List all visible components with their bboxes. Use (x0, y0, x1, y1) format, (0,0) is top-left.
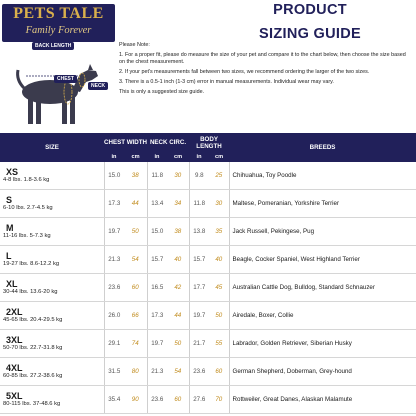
table-row (0, 162, 416, 190)
neck-in: 16.5 (147, 274, 167, 302)
header-breeds: BREEDS (229, 133, 416, 162)
body-cm: 40 (209, 246, 229, 274)
weight-range: 6-10 lbs. 2.7-4.5 kg (3, 205, 53, 211)
body-in: 9.8 (189, 162, 209, 190)
size-cell (0, 190, 104, 218)
notes-section (119, 42, 413, 99)
size-cell (0, 274, 104, 302)
body-cm: 55 (209, 330, 229, 358)
breeds-cell: Jack Russell, Pekingese, Pug (229, 218, 416, 246)
header-unit-cm: cm (124, 152, 147, 162)
brand-logo (2, 4, 115, 42)
weight-range: 11-16 lbs. 5-7.3 kg (3, 233, 51, 239)
size-cell (0, 246, 104, 274)
neck-cm: 38 (167, 218, 189, 246)
body-in: 17.7 (189, 274, 209, 302)
back-length-label: BACK LENGTH (32, 42, 74, 50)
neck-in: 15.0 (147, 218, 167, 246)
neck-cm: 44 (167, 302, 189, 330)
note-4: This is only a suggested size guide. (119, 89, 205, 95)
neck-cm: 54 (167, 358, 189, 386)
size-label: 3XL (6, 335, 23, 345)
chest-in: 17.3 (104, 190, 124, 218)
size-label: 4XL (6, 363, 23, 373)
chest-in: 29.1 (104, 330, 124, 358)
breeds-cell: Rottweiler, Great Danes, Alaskan Malamute (229, 386, 416, 414)
brand-tagline: Family Forever (25, 25, 92, 36)
header-chest-width: CHEST WIDTH (104, 133, 147, 152)
size-label: 5XL (6, 391, 23, 401)
chest-in: 21.3 (104, 246, 124, 274)
table-row (0, 274, 416, 302)
chest-in: 26.0 (104, 302, 124, 330)
breeds-cell: Chihuahua, Toy Poodle (229, 162, 416, 190)
size-cell (0, 302, 104, 330)
header-unit-in: in (189, 152, 209, 162)
note-1: 1. For a proper fit, please do measure the size of your pet and compare it to the chart below, then choose the size based on the chest measurement. (119, 52, 406, 65)
header-body-length: BODY LENGTH (189, 133, 229, 152)
header-size: SIZE (0, 133, 104, 162)
table-row (0, 330, 416, 358)
size-cell (0, 218, 104, 246)
header-unit-in: in (147, 152, 167, 162)
breeds-cell: Australian Cattle Dog, Bulldog, Standard Schnauzer (229, 274, 416, 302)
guide-title-line1: PRODUCT (273, 2, 347, 18)
size-cell (0, 358, 104, 386)
breeds-cell: Labrador, Golden Retriever, Siberian Husky (229, 330, 416, 358)
chest-cm: 66 (124, 302, 147, 330)
body-cm: 25 (209, 162, 229, 190)
neck-in: 21.3 (147, 358, 167, 386)
size-label: M (6, 223, 14, 233)
body-in: 27.6 (189, 386, 209, 414)
neck-in: 23.6 (147, 386, 167, 414)
body-in: 21.7 (189, 330, 209, 358)
header-neck-circ: NECK CIRC. (147, 133, 189, 152)
chest-cm: 74 (124, 330, 147, 358)
neck-in: 19.7 (147, 330, 167, 358)
size-chart-table (0, 133, 416, 414)
body-in: 23.6 (189, 358, 209, 386)
body-in: 19.7 (189, 302, 209, 330)
neck-in: 17.3 (147, 302, 167, 330)
brand-name: PETS TALE (13, 5, 104, 22)
chest-cm: 60 (124, 274, 147, 302)
neck-cm: 42 (167, 274, 189, 302)
neck-cm: 34 (167, 190, 189, 218)
breeds-cell: Beagle, Cocker Spaniel, West Highland Terrier (229, 246, 416, 274)
dog-measurement-diagram (6, 40, 114, 132)
weight-range: 45-65 lbs. 20.4-29.5 kg (3, 317, 63, 323)
header-unit-in: in (104, 152, 124, 162)
chest-in: 35.4 (104, 386, 124, 414)
body-cm: 45 (209, 274, 229, 302)
breeds-cell: German Shepherd, Doberman, Grey-hound (229, 358, 416, 386)
neck-in: 15.7 (147, 246, 167, 274)
body-cm: 70 (209, 386, 229, 414)
body-cm: 60 (209, 358, 229, 386)
chest-cm: 54 (124, 246, 147, 274)
chest-in: 15.0 (104, 162, 124, 190)
neck-in: 13.4 (147, 190, 167, 218)
body-in: 13.8 (189, 218, 209, 246)
table-row (0, 358, 416, 386)
neck-cm: 50 (167, 330, 189, 358)
body-in: 11.8 (189, 190, 209, 218)
table-row (0, 218, 416, 246)
breeds-cell: Maltese, Pomeranian, Yorkshire Terrier (229, 190, 416, 218)
breeds-cell: Airedale, Boxer, Collie (229, 302, 416, 330)
chest-in: 31.5 (104, 358, 124, 386)
chest-cm: 80 (124, 358, 147, 386)
size-label: 2XL (6, 307, 23, 317)
table-row (0, 246, 416, 274)
table-row (0, 302, 416, 330)
chest-cm: 50 (124, 218, 147, 246)
weight-range: 80-115 lbs. 37-48.6 kg (3, 401, 61, 407)
weight-range: 50-70 lbs. 22.7-31.8 kg (3, 345, 63, 351)
note-2: 2. If your pet's measurements fall between two sizes, we recommend ordering the larger of the two sizes. (119, 69, 370, 75)
neck-cm: 40 (167, 246, 189, 274)
weight-range: 4-8 lbs. 1.8-3.6 kg (3, 177, 50, 183)
size-label: S (6, 195, 13, 205)
size-label: L (6, 251, 12, 261)
chest-in: 19.7 (104, 218, 124, 246)
size-label: XL (6, 279, 18, 289)
neck-label: NECK (88, 82, 108, 90)
weight-range: 19-27 lbs. 8.6-12.2 kg (3, 261, 60, 267)
body-cm: 35 (209, 218, 229, 246)
chest-in: 23.6 (104, 274, 124, 302)
size-cell (0, 162, 104, 190)
notes-heading: Please Note: (119, 42, 150, 48)
neck-cm: 60 (167, 386, 189, 414)
chest-cm: 44 (124, 190, 147, 218)
body-in: 15.7 (189, 246, 209, 274)
header-unit-cm: cm (167, 152, 189, 162)
chest-cm: 90 (124, 386, 147, 414)
weight-range: 60-85 lbs. 27.2-38.6 kg (3, 373, 63, 379)
chest-label: CHEST (54, 75, 77, 83)
note-3: 3. There is a 0.5-1 inch (1-3 cm) error in manual measurements. Individual wear may vary. (119, 79, 334, 85)
weight-range: 30-44 lbs. 13.6-20 kg (3, 289, 58, 295)
size-cell (0, 330, 104, 358)
size-cell (0, 386, 104, 414)
table-row (0, 386, 416, 414)
table-row (0, 190, 416, 218)
neck-cm: 30 (167, 162, 189, 190)
body-cm: 50 (209, 302, 229, 330)
neck-in: 11.8 (147, 162, 167, 190)
header-unit-cm: cm (209, 152, 229, 162)
size-label: XS (6, 167, 19, 177)
chest-cm: 38 (124, 162, 147, 190)
body-cm: 30 (209, 190, 229, 218)
guide-title-line2: SIZING GUIDE (259, 26, 361, 42)
